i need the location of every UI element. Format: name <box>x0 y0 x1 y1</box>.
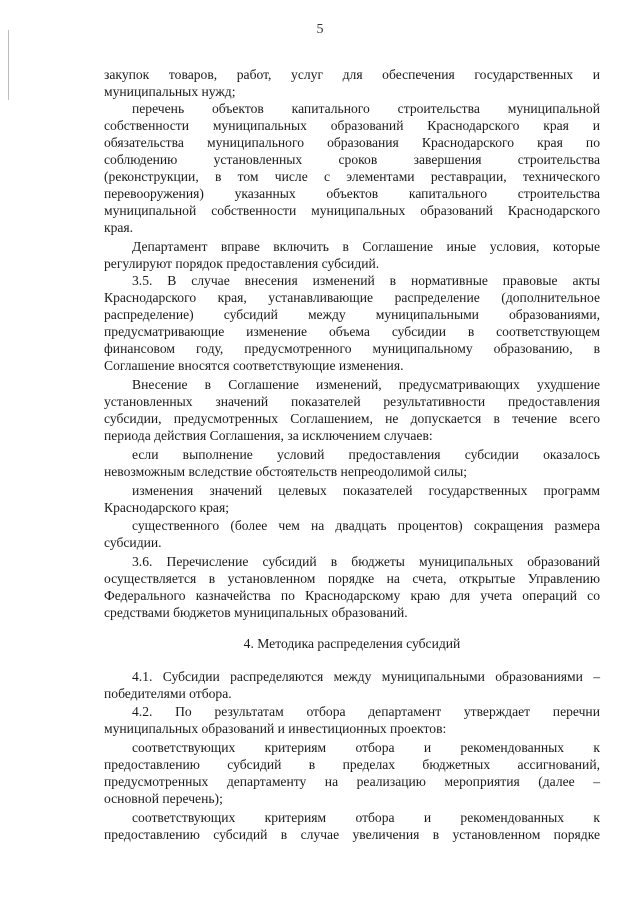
text-line: если выполнение условий предоставления субсидии оказалось <box>132 447 600 462</box>
text-line: установленных значений показателей результативности предоставления <box>104 394 600 409</box>
text-line: изменения значений целевых показателей государственных программ <box>132 483 600 498</box>
text-line: муниципальных нужд; <box>104 84 236 99</box>
text-line: осуществляется в установленном порядке на счета, открытые Управлению <box>104 571 600 586</box>
text-line: Федерального казначейства по Краснодарскому краю для учета операций со <box>104 588 600 603</box>
text-line: соответствующих критериям отбора и рекомендованных к <box>132 810 600 825</box>
text-line: муниципальной собственности муниципальных образований Краснодарского <box>104 203 600 218</box>
text-line: соблюдению установленных сроков завершения строительства <box>104 152 600 167</box>
text-line: 3.5. В случае внесения изменений в нормативные правовые акты <box>132 273 600 288</box>
text-line: существенного (более чем на двадцать процентов) сокращения размера <box>132 518 600 533</box>
text-line: финансовом году, предусмотренного муниципальному образованию, в <box>104 341 600 356</box>
text-line: Краснодарского края; <box>104 500 229 515</box>
text-line: Департамент вправе включить в Соглашение иные условия, которые <box>132 239 600 254</box>
text-line: муниципальных образований и инвестиционных проектов: <box>104 721 447 736</box>
text-line: обязательства муниципального образования Краснодарского края по <box>104 135 600 150</box>
text-line: регулируют порядок предоставления субсидий. <box>104 256 380 271</box>
text-line: 4.2. По результатам отбора департамент утверждает перечни <box>132 704 600 719</box>
text-line: Внесение в Соглашение изменений, предусматривающих ухудшение <box>132 377 600 392</box>
text-line: субсидии. <box>104 535 162 550</box>
text-line: субсидии, предусмотренных Соглашением, не допускается в течение всего <box>104 411 600 426</box>
text-line: предусмотренных департаменту на реализацию мероприятия (далее – <box>104 774 600 789</box>
text-line: предусматривающие изменение объема субсидии в соответствующем <box>104 324 600 339</box>
text-line: основной перечень); <box>104 791 223 806</box>
section-heading: 4. Методика распределения субсидий <box>243 636 461 651</box>
text-line: Соглашение вносятся соответствующие изменения. <box>104 358 404 373</box>
text-line: 4.1. Субсидии распределяются между муниципальными образованиями – <box>132 669 600 684</box>
text-line: перечень объектов капитального строительства муниципальной <box>132 101 600 116</box>
text-line: 3.6. Перечисление субсидий в бюджеты муниципальных образований <box>132 554 600 569</box>
text-line: невозможным вследствие обстоятельств непреодолимой силы; <box>104 464 468 479</box>
text-line: собственности муниципальных образований Краснодарского края и <box>104 118 600 133</box>
text-line: края. <box>104 220 134 235</box>
text-line: средствами бюджетов муниципальных образований. <box>104 605 408 620</box>
text-line: закупок товаров, работ, услуг для обеспечения государственных и <box>104 67 600 82</box>
text-line: (реконструкции, в том числе с элементами реставрации, технического <box>104 169 600 184</box>
scan-margin-mark <box>8 30 9 100</box>
text-line: перевооружения) указанных объектов капитального строительства <box>104 186 600 201</box>
page-number: 5 <box>316 22 324 37</box>
text-line: предоставлению субсидий в случае увеличения в установленном порядке <box>104 827 600 842</box>
text-line: победителями отбора. <box>104 686 232 701</box>
text-line: соответствующих критериям отбора и рекомендованных к <box>132 740 600 755</box>
text-line: распределение) субсидий между муниципальными образованиями, <box>104 307 600 322</box>
text-line: периода действия Соглашения, за исключением случаев: <box>104 428 433 443</box>
text-line: предоставлению субсидий в пределах бюджетных ассигнований, <box>104 757 600 772</box>
text-line: Краснодарского края, устанавливающие распределение (дополнительное <box>104 290 600 305</box>
